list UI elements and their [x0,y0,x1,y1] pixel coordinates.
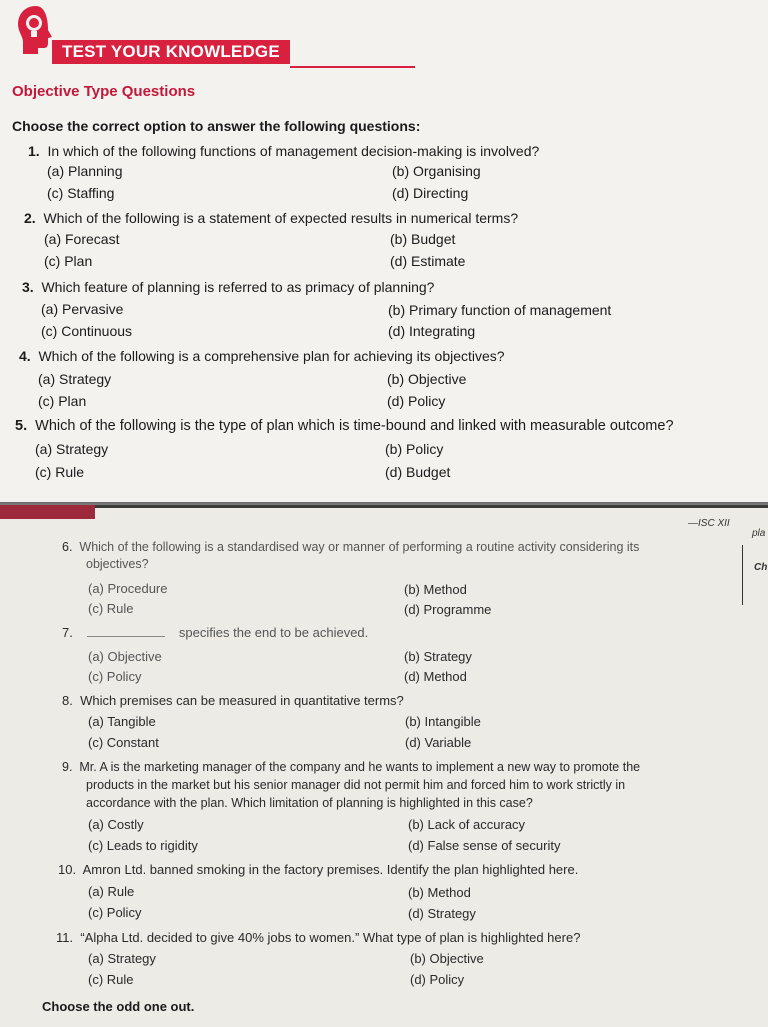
option-b: (b) Budget [390,231,456,247]
option-c: (c) Policy [88,905,142,920]
option-a: (a) Rule [88,884,135,899]
option-c: (c) Plan [44,253,93,269]
question-11: 11. “Alpha Ltd. decided to give 40% jobs to women.” What type of plan is highlighted here? [56,930,581,945]
option-c: (c) Leads to rigidity [88,838,198,853]
question-5: 5. Which of the following is the type of plan which is time-bound and linked with measurable outcome? [15,418,674,434]
option-d: (d) Programme [404,602,492,617]
option-d: (d) Method [404,669,467,684]
instruction-text: Choose the correct option to answer the following questions: [12,118,421,134]
option-a: (a) Costly [88,817,144,832]
option-c: (c) Staffing [47,185,115,201]
option-d: (d) Integrating [388,323,476,339]
question-3: 3. Which feature of planning is referred to as primacy of planning? [22,279,435,295]
option-b: (b) Intangible [405,714,481,729]
question-4: 4. Which of the following is a comprehensive plan for achieving its objectives? [19,348,505,364]
option-a: (a) Tangible [88,714,156,729]
page-header-note: —ISC XII [688,518,730,529]
option-b: (b) Objective [410,951,484,966]
option-d: (d) Strategy [408,906,476,921]
option-c: (c) Continuous [41,323,133,339]
option-d: (d) Policy [387,393,446,409]
option-d: (d) Estimate [390,253,466,269]
option-b: (b) Method [404,582,467,597]
option-c: (c) Plan [38,393,87,409]
option-d: (d) Variable [405,735,472,750]
option-c: (c) Policy [88,669,142,684]
option-d: (d) Budget [385,464,451,480]
option-c: (c) Constant [88,735,159,750]
option-d: (d) False sense of security [408,838,561,853]
option-b: (b) Strategy [404,649,472,664]
margin-rule [742,545,743,605]
option-a: (a) Planning [47,163,123,179]
option-a: (a) Procedure [88,581,168,596]
test-your-knowledge-banner [52,40,412,66]
option-c: (c) Rule [35,464,85,480]
question-7: 7. specifies the end to be achieved. [62,625,369,640]
option-c: (c) Rule [88,601,134,616]
option-b: (b) Organising [392,163,481,179]
option-c: (c) Rule [88,972,134,987]
option-a: (a) Pervasive [41,301,124,317]
question-10: 10. Amron Ltd. banned smoking in the factory premises. Identify the plan highlighted here. [58,862,579,877]
option-a: (a) Forecast [44,231,120,247]
option-b: (b) Primary function of management [388,302,612,318]
question-1: 1. In which of the following functions of management decision-making is involved? [28,143,540,159]
option-d: (d) Policy [410,972,465,987]
question-8: 8. Which premises can be measured in quantitative terms? [62,693,404,708]
page-edge-text: pla [752,528,766,539]
question-2: 2. Which of the following is a statement of expected results in numerical terms? [24,210,519,226]
odd-one-out-instruction: Choose the odd one out. [42,999,195,1014]
question-9-continued: products in the market but his senior manager did not permit him and forced him to work strictly in [86,778,626,792]
option-b: (b) Method [408,885,471,900]
option-b: (b) Lack of accuracy [408,817,526,832]
option-b: (b) Objective [387,371,467,387]
page-fold-red-mark [0,505,95,519]
option-a: (a) Strategy [88,951,156,966]
option-a: (a) Objective [88,649,162,664]
answer-blank [87,636,165,637]
option-b: (b) Policy [385,441,444,457]
option-d: (d) Directing [392,185,469,201]
section-title: Objective Type Questions [12,83,196,100]
option-a: (a) Strategy [38,371,112,387]
question-6-continued: objectives? [86,557,149,571]
page-title: TEST YOUR KNOWLEDGE [62,42,280,61]
option-a: (a) Strategy [35,441,109,457]
question-6: 6. Which of the following is a standardised way or manner of performing a routine activity considering its [62,540,640,554]
page-edge-text: Ch [754,562,768,573]
question-9: 9. Mr. A is the marketing manager of the company and he wants to implement a new way to promote the [62,760,641,774]
question-9-continued: accordance with the plan. Which limitation of planning is highlighted in this case? [86,796,533,810]
